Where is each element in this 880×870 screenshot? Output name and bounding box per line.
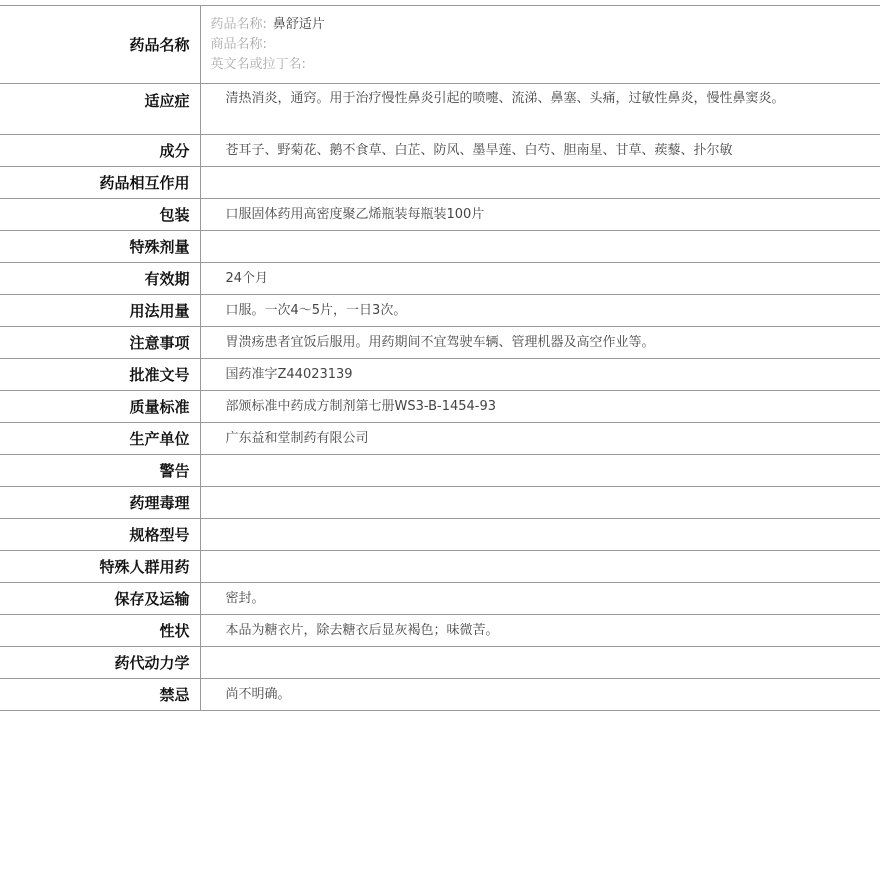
row-value: 口服固体药用高密度聚乙烯瓶装每瓶装100片 bbox=[225, 206, 485, 222]
row-value: 24个月 bbox=[225, 270, 269, 286]
info-row-appearance bbox=[0, 615, 880, 647]
generic-name-line bbox=[211, 15, 791, 35]
info-row-specification bbox=[0, 519, 880, 551]
info-row-special-dosage bbox=[0, 231, 880, 263]
row-label: 禁忌 bbox=[0, 679, 200, 711]
info-row-pharmacology bbox=[0, 487, 880, 519]
row-label: 包装 bbox=[0, 199, 200, 231]
english-name-key: 英文名或拉丁名: bbox=[210, 57, 306, 72]
row-value: 密封。 bbox=[225, 590, 265, 606]
row-label: 质量标准 bbox=[0, 391, 200, 423]
row-value: 苍耳子、野菊花、鹅不食草、白芷、防风、墨旱莲、白芍、胆南星、甘草、蒺藜、扑尔敏 bbox=[225, 142, 733, 158]
row-value: 清热消炎，通窍。用于治疗慢性鼻炎引起的喷嚏、流涕、鼻塞、头痛，过敏性鼻炎，慢性鼻窦炎。 bbox=[225, 91, 785, 106]
row-label: 成分 bbox=[0, 135, 200, 167]
row-label: 生产单位 bbox=[0, 423, 200, 455]
english-name-line bbox=[211, 55, 791, 75]
row-value bbox=[200, 551, 880, 583]
row-label: 保存及运输 bbox=[0, 583, 200, 615]
drug-name-values bbox=[200, 6, 880, 84]
row-label: 药代动力学 bbox=[0, 647, 200, 679]
trade-name-line bbox=[211, 35, 791, 55]
info-row-manufacturer bbox=[0, 423, 880, 455]
row-value: 国药准字Z44023139 bbox=[225, 366, 353, 382]
row-value bbox=[200, 647, 880, 679]
info-row-special-populations bbox=[0, 551, 880, 583]
row-value: 广东益和堂制药有限公司 bbox=[225, 430, 369, 446]
row-label: 特殊剂量 bbox=[0, 231, 200, 263]
drug-info-table bbox=[0, 5, 880, 711]
info-row-pharmacokinetics bbox=[0, 647, 880, 679]
info-row-packaging bbox=[0, 199, 880, 231]
info-row-storage bbox=[0, 583, 880, 615]
info-row-quality-standard bbox=[0, 391, 880, 423]
row-value: 尚不明确。 bbox=[225, 686, 291, 702]
info-row-ingredients bbox=[0, 135, 880, 167]
row-label: 注意事项 bbox=[0, 327, 200, 359]
row-value bbox=[200, 455, 880, 487]
row-label: 警告 bbox=[0, 455, 200, 487]
info-row-usage bbox=[0, 295, 880, 327]
row-value bbox=[200, 519, 880, 551]
row-value bbox=[200, 487, 880, 519]
row-label: 规格型号 bbox=[0, 519, 200, 551]
trade-name-key: 商品名称: bbox=[210, 37, 267, 52]
info-row-contraindications bbox=[0, 679, 880, 711]
drug-name-label: 药品名称 bbox=[0, 6, 200, 84]
row-value: 部颁标准中药成方制剂第七册WS3-B-1454-93 bbox=[225, 398, 497, 414]
info-row-indication bbox=[0, 84, 880, 135]
generic-name-key: 药品名称: bbox=[210, 17, 267, 32]
row-label: 药理毒理 bbox=[0, 487, 200, 519]
row-value: 胃溃疡患者宜饭后服用。用药期间不宜驾驶车辆、管理机器及高空作业等。 bbox=[225, 334, 655, 350]
drug-name-row bbox=[0, 6, 880, 84]
info-row-interactions bbox=[0, 167, 880, 199]
row-label: 特殊人群用药 bbox=[0, 551, 200, 583]
info-row-warning bbox=[0, 455, 880, 487]
info-row-shelf-life bbox=[0, 263, 880, 295]
row-label: 有效期 bbox=[0, 263, 200, 295]
row-label: 批准文号 bbox=[0, 359, 200, 391]
row-value: 口服。一次4～5片，一日3次。 bbox=[225, 302, 407, 318]
row-value bbox=[200, 231, 880, 263]
info-row-precautions bbox=[0, 327, 880, 359]
row-label: 性状 bbox=[0, 615, 200, 647]
row-value bbox=[200, 167, 880, 199]
row-label: 药品相互作用 bbox=[0, 167, 200, 199]
info-row-approval-number bbox=[0, 359, 880, 391]
generic-name-value: 鼻舒适片 bbox=[272, 17, 325, 32]
row-value: 本品为糖衣片，除去糖衣后显灰褐色；味微苦。 bbox=[225, 622, 499, 638]
row-label: 适应症 bbox=[0, 84, 200, 135]
row-label: 用法用量 bbox=[0, 295, 200, 327]
